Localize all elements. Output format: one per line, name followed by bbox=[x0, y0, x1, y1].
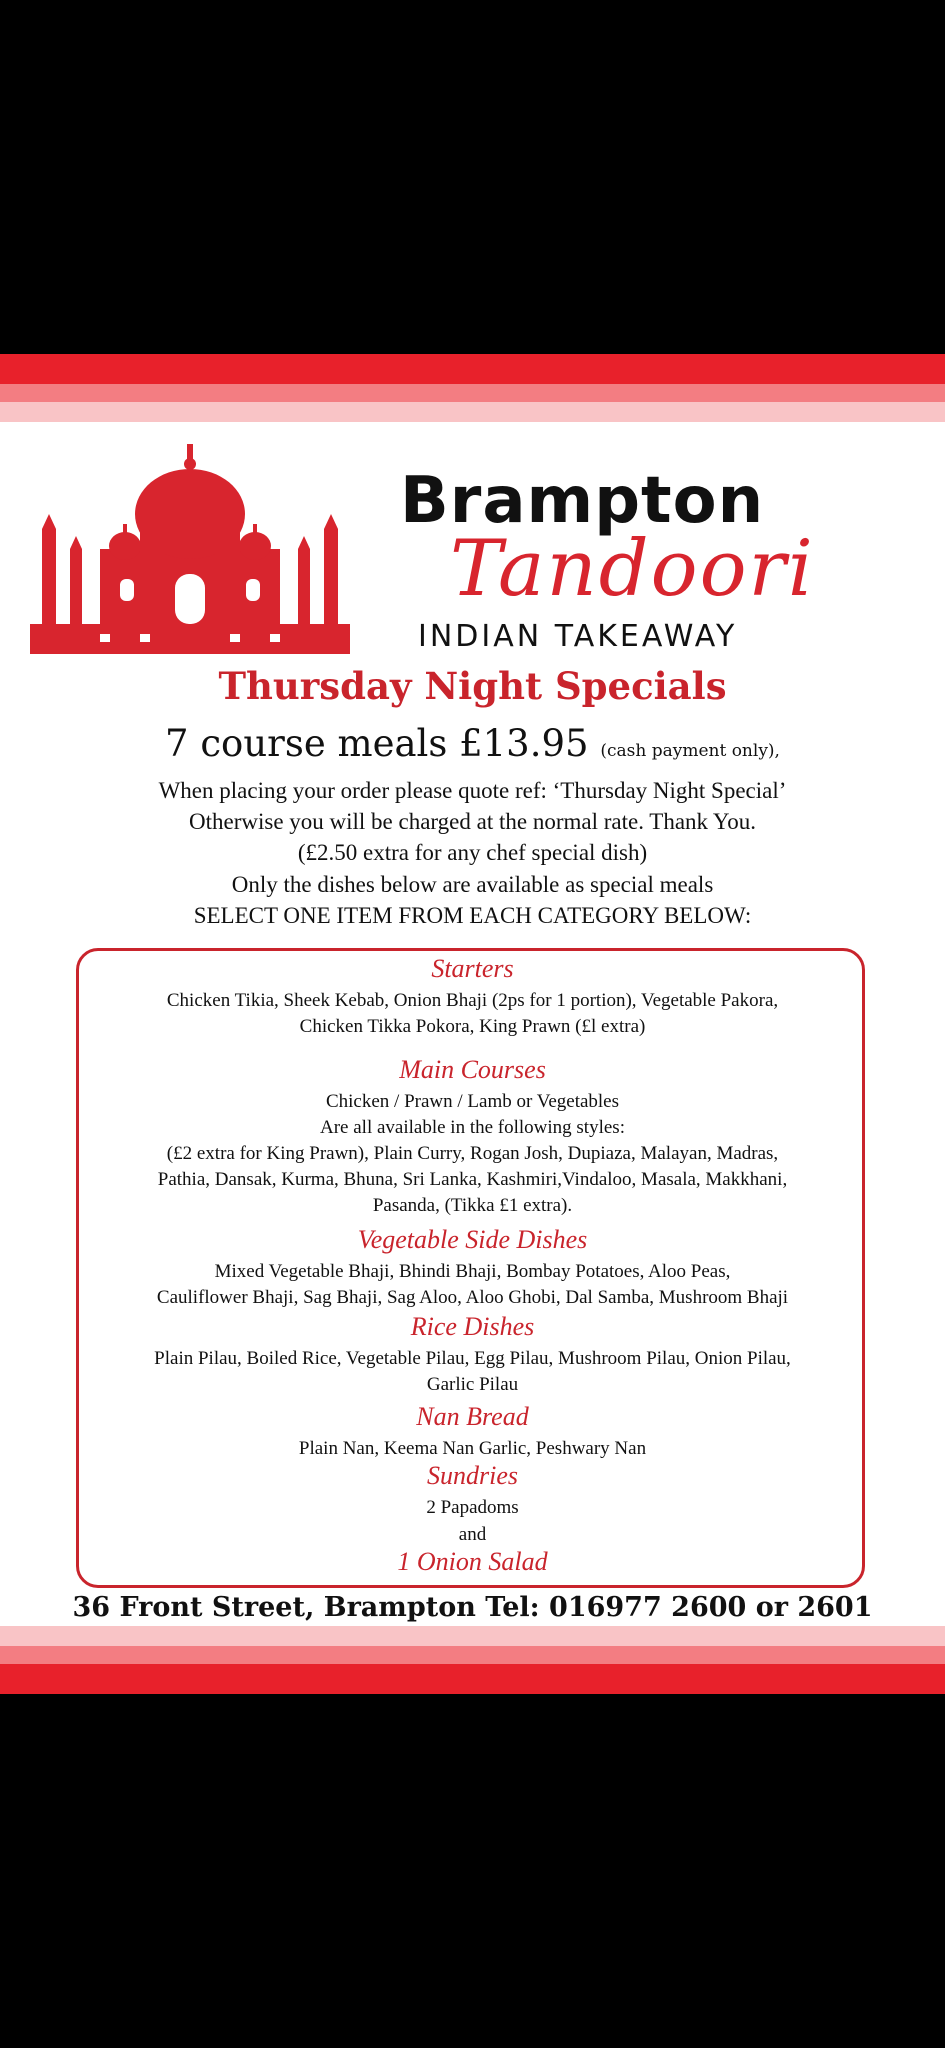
brand-tagline: INDIAN TAKEAWAY bbox=[418, 619, 738, 654]
info-line: Only the dishes below are available as special meals bbox=[231, 872, 714, 897]
menu-line: Mixed Vegetable Bhaji, Bhindi Bhaji, Bombay Potatoes, Aloo Peas, bbox=[214, 1261, 731, 1282]
bottom-stripe-light bbox=[0, 1626, 945, 1646]
menu-line: Are all available in the following styles: bbox=[320, 1117, 625, 1138]
offer-price bbox=[0, 722, 945, 765]
info-line: (£2.50 extra for any chef special dish) bbox=[297, 840, 648, 865]
category-title-starters: Starters bbox=[431, 954, 514, 983]
menu-line: Cauliflower Bhaji, Sag Bhaji, Sag Aloo, Aloo Ghobi, Dal Samba, Mushroom Bhaji bbox=[156, 1287, 789, 1308]
category-title-vegetable-side-dishes: Vegetable Side Dishes bbox=[357, 1225, 588, 1254]
info-line: SELECT ONE ITEM FROM EACH CATEGORY BELOW: bbox=[193, 903, 752, 928]
category-title-main-courses: Main Courses bbox=[399, 1055, 546, 1084]
menu-line: Pathia, Dansak, Kurma, Bhuna, Sri Lanka, Kashmiri,Vindaloo, Masala, Makkhani, bbox=[157, 1169, 788, 1190]
brand-name: Brampton bbox=[400, 464, 765, 538]
menu-line: Pasanda, (Tikka £1 extra). bbox=[372, 1195, 573, 1216]
offer-price-text: 7 course meals £13.95 bbox=[165, 722, 589, 765]
menu-line: 2 Papadoms bbox=[426, 1497, 519, 1518]
headline: Thursday Night Specials bbox=[218, 664, 727, 708]
category-title-rice-dishes: Rice Dishes bbox=[410, 1312, 535, 1341]
info-line: When placing your order please quote ref: ‘Thursday Night Special’ bbox=[158, 778, 787, 803]
top-stripe-light bbox=[0, 402, 945, 422]
top-stripe-red bbox=[0, 354, 945, 384]
taj-mahal-logo bbox=[30, 434, 350, 654]
info-line: Otherwise you will be charged at the normal rate. Thank You. bbox=[189, 809, 756, 834]
brand-script: Tandoori bbox=[450, 524, 815, 614]
category-title-onion-salad: 1 Onion Salad bbox=[397, 1547, 548, 1576]
category-title-nan-bread: Nan Bread bbox=[416, 1402, 529, 1431]
top-stripe-mid bbox=[0, 384, 945, 402]
menu-line: Plain Nan, Keema Nan Garlic, Peshwary Nan bbox=[298, 1438, 647, 1459]
address-phone-footer: 36 Front Street, Brampton Tel: 016977 2600 or 2601 bbox=[72, 1592, 873, 1623]
menu-line: Chicken Tikka Pokora, King Prawn (£l extra) bbox=[299, 1016, 646, 1037]
menu-line: and bbox=[458, 1524, 487, 1545]
menu-line: Plain Pilau, Boiled Rice, Vegetable Pilau, Egg Pilau, Mushroom Pilau, Onion Pilau, bbox=[154, 1348, 791, 1369]
offer-note: (cash payment only), bbox=[600, 741, 780, 761]
bottom-stripe-mid bbox=[0, 1646, 945, 1664]
menu-line: Chicken / Prawn / Lamb or Vegetables bbox=[325, 1091, 620, 1112]
menu-flyer bbox=[0, 354, 945, 1694]
menu-line: Garlic Pilau bbox=[426, 1374, 519, 1395]
menu-line: (£2 extra for King Prawn), Plain Curry, Rogan Josh, Dupiaza, Malayan, Madras, bbox=[166, 1143, 779, 1164]
menu-line: Chicken Tikia, Sheek Kebab, Onion Bhaji (2ps for 1 portion), Vegetable Pakora, bbox=[166, 990, 779, 1011]
bottom-stripe-red bbox=[0, 1664, 945, 1694]
category-title-sundries: Sundries bbox=[427, 1461, 518, 1490]
